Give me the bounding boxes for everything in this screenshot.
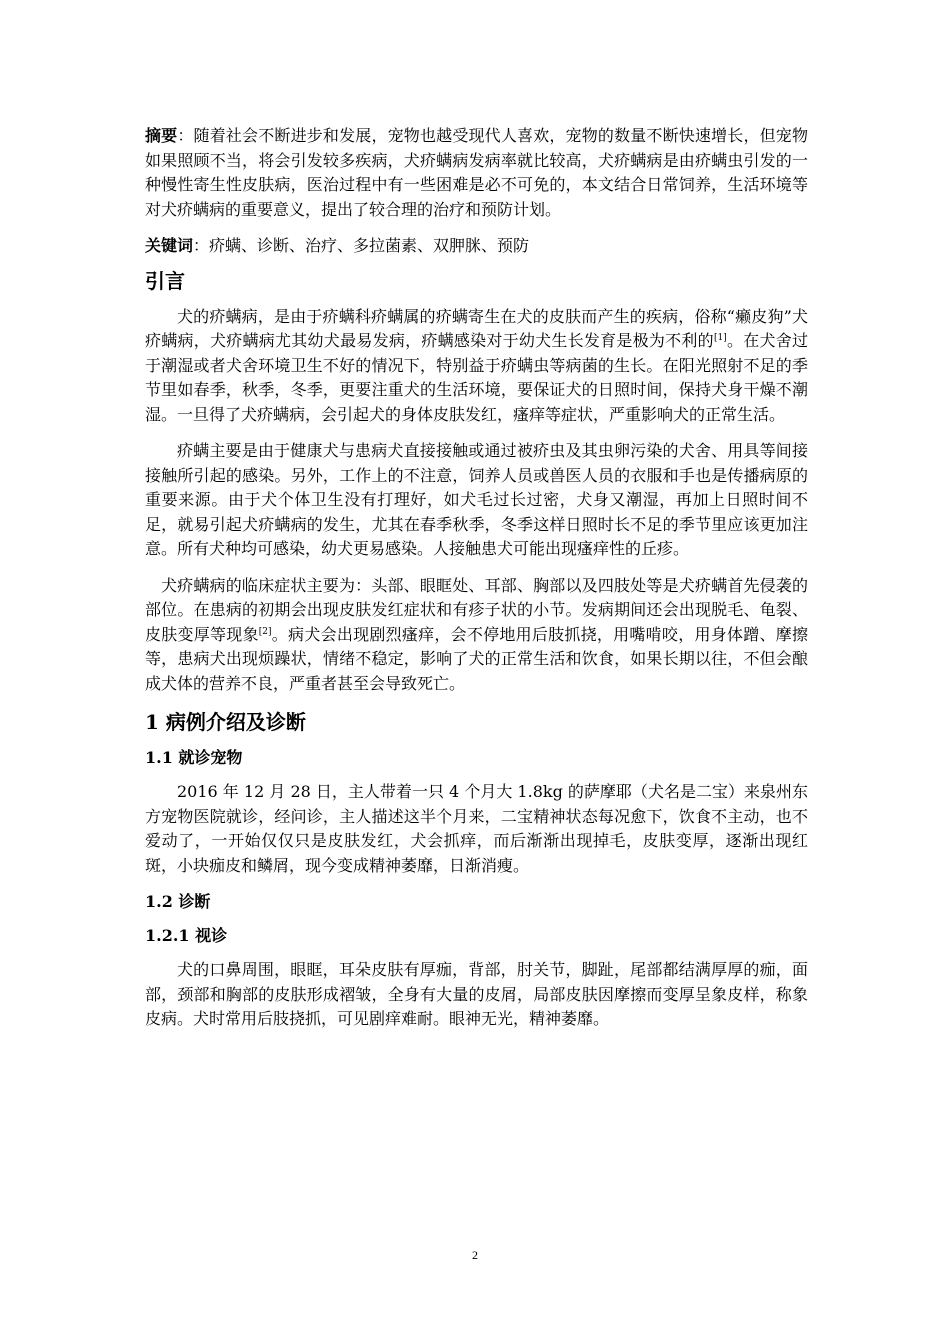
section-1-2-1-paragraph: 犬的口鼻周围，眼眶，耳朵皮肤有厚痂，背部，肘关节，脚趾，尾部都结满厚厚的痂，面部，颈部和胸部的皮肤形成褶皱，全身有大量的皮屑，局部皮肤因摩擦而变厚呈象皮样，称象皮病。犬时常用后肢挠抓，可见剧痒难耐。眼神无光，精神萎靡。 — [145, 960, 808, 1028]
intro-paragraph-3 — [145, 574, 808, 697]
page-number: 2 — [472, 1248, 478, 1262]
abstract — [145, 124, 808, 222]
section-1-1-heading: 1.1 就诊宠物 — [145, 748, 243, 767]
intro-p1-text-a: 犬的疥螨病，是由于疥螨科疥螨属的疥螨寄生在犬的皮肤而产生的疾病，俗称“癞皮狗”犬疥螨病，犬疥螨病尤其幼犬最易发病，疥螨感染对于幼犬生长发育是极为不利的 — [145, 306, 808, 350]
intro-paragraph-2: 疥螨主要是由于健康犬与患病犬直接接触或通过被疥虫及其虫卵污染的犬舍、用具等间接接触所引起的感染。另外，工作上的不注意，饲养人员或兽医人员的衣服和手也是传播病原的重要来源。由于犬个体卫生没有打理好，如犬毛过长过密，犬身又潮湿，再加上日照时间不足，就易引起犬疥螨病的发生，尤其在春季秋季，冬季这样日照时长不足的季节里应该更加注意。所有犬种均可感染，幼犬更易感染。人接触患犬可能出现瘙痒性的丘疹。 — [145, 441, 808, 558]
intro-p3-text-b: 。病犬会出现剧烈瘙痒，会不停地用后肢抓挠，用嘴啃咬，用身体蹭、摩擦等，患病犬出现烦躁状，情绪不稳定，影响了犬的正常生活和饮食，如果长期以往，不但会酿成犬体的营养不良，严重者甚至会导致死亡。 — [145, 624, 808, 693]
keywords — [145, 234, 808, 259]
intro-p1-text-b: 。在犬舍过于潮湿或者犬舍环境卫生不好的情况下，特别益于疥螨虫等病菌的生长。在阳光照射不足的季节里如春季，秋季，冬季，更要注重犬的生活环境，要保证犬的日照时间，保持犬身干燥不潮湿。一旦得了犬疥螨病，会引起犬的身体皮肤发红，瘙痒等症状，严重影响犬的正常生活。 — [145, 331, 808, 424]
section-1-2-1-heading: 1.2.1 视诊 — [145, 926, 228, 945]
keywords-label: 关键词 — [145, 236, 194, 255]
abstract-label: 摘要 — [145, 126, 178, 145]
section-1-2-heading: 1.2 诊断 — [145, 892, 211, 911]
section-1-1-paragraph: 2016 年 12 月 28 日，主人带着一只 4 个月大 1.8kg 的萨摩耶（犬名是二宝）来泉州东方宠物医院就诊，经问诊，主人描述这半个月来，二宝精神状态每况愈下，饮食不主动，也不爱动了，一开始仅仅只是皮肤发红，犬会抓痒，而后渐渐出现掉毛，皮肤变厚，逐渐出现红斑，小块痂皮和鳞屑，现今变成精神萎靡，日渐消瘦。 — [145, 782, 808, 875]
citation-1: [1] — [713, 333, 727, 343]
keywords-text: ：疥螨、诊断、治疗、多拉菌素、双胛脒、预防 — [193, 236, 530, 255]
intro-heading: 引言 — [145, 268, 185, 293]
page-content — [145, 124, 808, 1032]
intro-paragraph-1 — [145, 305, 808, 428]
citation-2: [2] — [258, 626, 272, 637]
abstract-text: ：随着社会不断进步和发展，宠物也越受现代人喜欢，宠物的数量不断快速增长，但宠物如果照顾不当，将会引发较多疾病，犬疥螨病发病率就比较高，犬疥螨病是由疥螨虫引发的一种慢性寄生性皮肤病，医治过程中有一些困难是必不可免的，本文结合日常饲养，生活环境等对犬疥螨病的重要意义，提出了较合理的治疗和预防计划。 — [145, 126, 808, 219]
intro-p3-text-a: 犬疥螨病的临床症状主要为：头部、眼眶处、耳部、胸部以及四肢处等是犬疥螨首先侵袭的部位。在患病的初期会出现皮肤发红症状和有疹子状的小节。发病期间还会出现脱毛、龟裂、皮肤变厚等现象 — [145, 575, 808, 644]
section-1-heading: 1 病例介绍及诊断 — [145, 710, 306, 734]
